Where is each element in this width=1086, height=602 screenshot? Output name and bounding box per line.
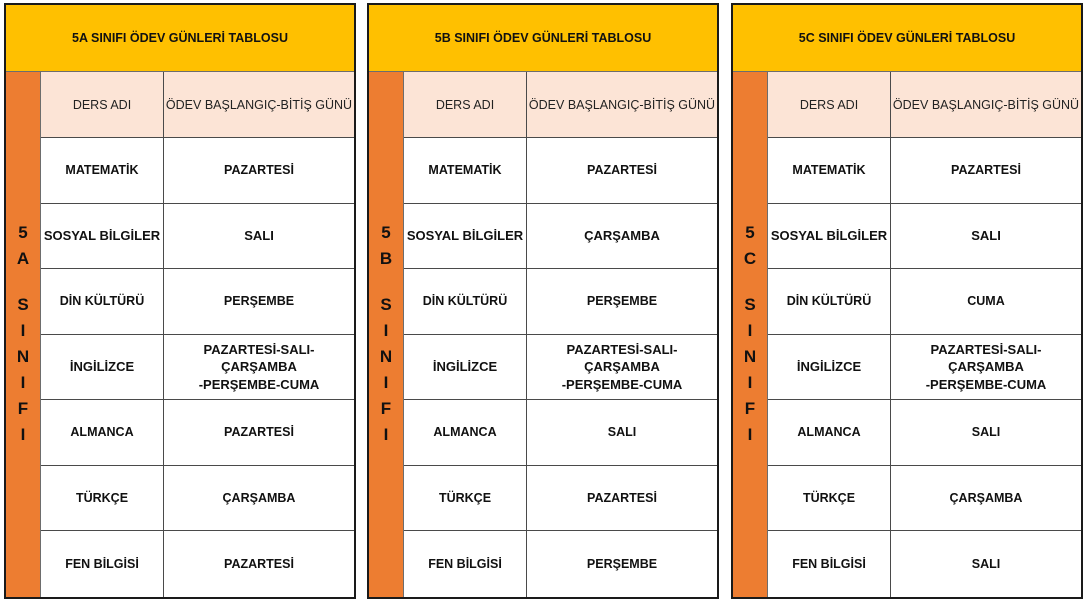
homework-days-cell: PAZARTESİ-SALI- ÇARŞAMBA -PERŞEMBE-CUMA	[891, 335, 1081, 401]
side-letter: I	[383, 373, 389, 393]
panel-title: 5B SINIFI ÖDEV GÜNLERİ TABLOSU	[369, 5, 717, 72]
column-header-days: ÖDEV BAŞLANGIÇ-BİTİŞ GÜNÜ	[527, 72, 717, 138]
homework-days-cell: PAZARTESİ	[164, 400, 354, 466]
side-letter: S	[380, 295, 392, 315]
class-5b-table	[367, 3, 719, 599]
panel-title: 5A SINIFI ÖDEV GÜNLERİ TABLOSU	[6, 5, 354, 72]
course-name-cell: DİN KÜLTÜRÜ	[41, 269, 164, 335]
side-letter: N	[16, 347, 30, 367]
course-name-cell: SOSYAL BİLGİLER	[768, 204, 891, 270]
side-letter: F	[744, 399, 756, 419]
class-side-label	[733, 72, 768, 597]
homework-days-cell: PERŞEMBE	[586, 556, 658, 571]
homework-days-cell: PAZARTESİ	[224, 556, 294, 571]
side-letter: I	[747, 321, 753, 341]
course-name-cell: DİN KÜLTÜRÜ	[404, 269, 527, 335]
homework-days-cell: ÇARŞAMBA	[891, 466, 1081, 532]
side-letter: 5	[745, 223, 755, 243]
side-letter: I	[20, 373, 26, 393]
homework-days-cell: PERŞEMBE	[164, 269, 354, 335]
homework-days-cell: ÇARŞAMBA	[527, 204, 717, 270]
side-letter: N	[379, 347, 393, 367]
homework-days-cell: PERŞEMBE	[527, 269, 717, 335]
column-header-days: ÖDEV BAŞLANGIÇ-BİTİŞ GÜNÜ	[164, 72, 354, 138]
side-letter: I	[747, 373, 753, 393]
side-letter: I	[20, 321, 26, 341]
course-name-cell: ALMANCA	[768, 400, 891, 466]
side-letter: S	[17, 295, 29, 315]
course-name-cell: SOSYAL BİLGİLER	[404, 204, 527, 270]
column-header-course: DERS ADI	[41, 72, 164, 138]
homework-days-cell: ÇARŞAMBA	[164, 466, 354, 532]
class-side-label	[6, 72, 41, 597]
side-letter: 5	[381, 223, 391, 243]
course-name-cell: MATEMATİK	[404, 138, 527, 204]
course-name-cell: FEN BİLGİSİ	[768, 531, 891, 597]
side-letter: C	[743, 249, 757, 269]
course-name-cell: DİN KÜLTÜRÜ	[768, 269, 891, 335]
side-letter: S	[744, 295, 756, 315]
homework-days-cell: PAZARTESİ-SALI- ÇARŞAMBA -PERŞEMBE-CUMA	[164, 335, 354, 401]
side-letter: F	[17, 399, 29, 419]
homework-days-cell: PAZARTESİ	[891, 138, 1081, 204]
course-name-cell: TÜRKÇE	[41, 466, 164, 532]
homework-days-cell: PAZARTESİ-SALI- ÇARŞAMBA -PERŞEMBE-CUMA	[527, 335, 717, 401]
homework-days-cell: CUMA	[891, 269, 1081, 335]
course-name-cell: FEN BİLGİSİ	[404, 531, 527, 597]
course-name-cell: İNGİLİZCE	[768, 335, 891, 401]
side-letter: I	[383, 321, 389, 341]
homework-days-cell: PAZARTESİ	[527, 138, 717, 204]
course-name-cell: MATEMATİK	[768, 138, 891, 204]
class-5a-table	[4, 3, 356, 599]
side-letter: N	[743, 347, 757, 367]
course-name-cell: FEN BİLGİSİ	[41, 531, 164, 597]
course-name-cell: ALMANCA	[404, 400, 527, 466]
homework-days-cell: SALI	[527, 400, 717, 466]
column-header-course: DERS ADI	[404, 72, 527, 138]
homework-days-cell: SALI	[971, 556, 1001, 571]
course-name-cell: İNGİLİZCE	[41, 335, 164, 401]
side-letter: I	[747, 425, 753, 445]
course-name-cell: İNGİLİZCE	[404, 335, 527, 401]
course-name-cell: TÜRKÇE	[404, 466, 527, 532]
panel-title: 5C SINIFI ÖDEV GÜNLERİ TABLOSU	[733, 5, 1081, 72]
column-header-days: ÖDEV BAŞLANGIÇ-BİTİŞ GÜNÜ	[891, 72, 1081, 138]
side-letter: I	[20, 425, 26, 445]
homework-days-cell: SALI	[164, 204, 354, 270]
side-letter: 5	[18, 223, 28, 243]
side-letter: I	[383, 425, 389, 445]
side-letter: B	[379, 249, 393, 269]
side-letter: A	[16, 249, 30, 269]
class-side-label	[369, 72, 404, 597]
course-name-cell: TÜRKÇE	[768, 466, 891, 532]
course-name-cell: ALMANCA	[41, 400, 164, 466]
homework-days-cell: PAZARTESİ	[527, 466, 717, 532]
side-letter: F	[380, 399, 392, 419]
homework-days-cell: SALI	[891, 204, 1081, 270]
course-name-cell: SOSYAL BİLGİLER	[41, 204, 164, 270]
column-header-course: DERS ADI	[768, 72, 891, 138]
homework-days-cell: PAZARTESİ	[164, 138, 354, 204]
homework-days-cell: SALI	[891, 400, 1081, 466]
course-name-cell: MATEMATİK	[41, 138, 164, 204]
class-5c-table	[731, 3, 1083, 599]
